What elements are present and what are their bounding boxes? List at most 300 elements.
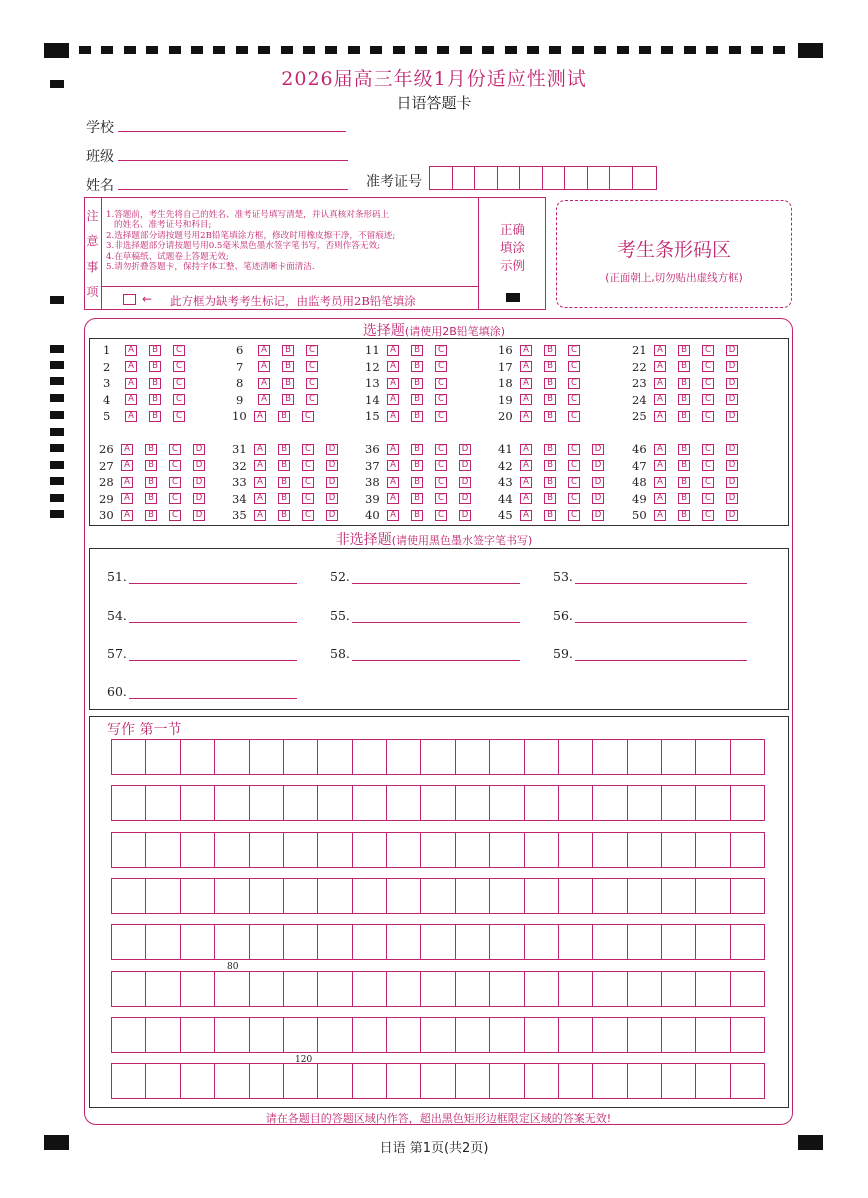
answer-line-52[interactable]: 52. <box>330 569 520 584</box>
option-a-bubble[interactable]: A <box>520 378 532 389</box>
option-c-bubble[interactable]: C <box>435 361 447 372</box>
notes-text: 1.答题前，考生先将自己的姓名、准考证号填写清楚，并认真核对条形码上 的姓名、准考证号和科目; 2.选择题部分请按题号用2B铅笔填涂方框，修改时用橡皮擦干净，不留痕迹; 3.非选择题部分请按题号用0.5毫米黑色墨水签字笔书写，否则作答无效; 4.在草稿纸、试题卷上答题无效; 5.请勿折叠答题卡，保持字体工整、笔迹清晰卡面清洁. <box>106 210 396 273</box>
option-c-bubble[interactable]: C <box>169 477 181 488</box>
timing-mark <box>661 46 673 54</box>
question-30: 30 A B C D <box>99 508 217 522</box>
option-c-bubble[interactable]: C <box>302 493 314 504</box>
option-a-bubble[interactable]: A <box>654 361 666 372</box>
option-a-bubble[interactable]: A <box>387 378 399 389</box>
option-d-bubble[interactable]: D <box>326 477 338 488</box>
option-c-bubble[interactable]: C <box>306 345 318 356</box>
option-a-bubble[interactable]: A <box>254 477 266 488</box>
option-d-bubble[interactable]: D <box>326 444 338 455</box>
option-b-bubble[interactable]: B <box>411 394 423 405</box>
option-a-bubble[interactable]: A <box>387 460 399 471</box>
timing-mark <box>50 510 64 518</box>
school-field[interactable] <box>118 131 346 132</box>
option-b-bubble[interactable]: B <box>544 444 556 455</box>
writing-grid-row[interactable] <box>111 1063 765 1099</box>
barcode-area <box>556 200 792 308</box>
option-a-bubble[interactable]: A <box>387 444 399 455</box>
timing-mark <box>751 46 763 54</box>
timing-mark <box>50 428 64 436</box>
question-41: 41 A B C D <box>498 442 616 456</box>
option-d-bubble[interactable]: D <box>193 493 205 504</box>
option-d-bubble[interactable]: D <box>193 460 205 471</box>
option-c-bubble[interactable]: C <box>568 411 580 422</box>
option-c-bubble[interactable]: C <box>702 378 714 389</box>
option-b-bubble[interactable]: B <box>278 493 290 504</box>
timing-mark <box>773 46 785 54</box>
question-9: 9 A B C <box>236 393 330 407</box>
option-a-bubble[interactable]: A <box>654 460 666 471</box>
question-15: 15 A B C <box>365 409 459 423</box>
option-b-bubble[interactable]: B <box>544 460 556 471</box>
option-b-bubble[interactable]: B <box>282 378 294 389</box>
option-d-bubble[interactable]: D <box>592 444 604 455</box>
answer-line-57[interactable]: 57. <box>107 646 297 661</box>
option-a-bubble[interactable]: A <box>654 493 666 504</box>
question-14: 14 A B C <box>365 393 459 407</box>
option-d-bubble[interactable]: D <box>592 493 604 504</box>
option-b-bubble[interactable]: B <box>678 411 690 422</box>
option-c-bubble[interactable]: C <box>702 510 714 521</box>
timing-mark <box>50 494 64 502</box>
option-b-bubble[interactable]: B <box>544 477 556 488</box>
option-b-bubble[interactable]: B <box>678 345 690 356</box>
option-d-bubble[interactable]: D <box>726 394 738 405</box>
answer-line-56[interactable]: 56. <box>553 608 747 623</box>
option-b-bubble[interactable]: B <box>411 361 423 372</box>
option-d-bubble[interactable]: D <box>459 460 471 471</box>
option-a-bubble[interactable]: A <box>121 477 133 488</box>
option-c-bubble[interactable]: C <box>702 493 714 504</box>
option-b-bubble[interactable]: B <box>544 378 556 389</box>
timing-mark <box>527 46 539 54</box>
option-b-bubble[interactable]: B <box>278 444 290 455</box>
timing-mark <box>505 46 517 54</box>
timing-mark <box>460 46 472 54</box>
question-1: 1 A B C <box>103 343 197 357</box>
option-b-bubble[interactable]: B <box>678 510 690 521</box>
option-a-bubble[interactable]: A <box>520 411 532 422</box>
option-d-bubble[interactable]: D <box>193 510 205 521</box>
option-b-bubble[interactable]: B <box>544 394 556 405</box>
question-38: 38 A B C D <box>365 475 483 489</box>
timing-mark <box>370 46 382 54</box>
option-a-bubble[interactable]: A <box>258 361 270 372</box>
question-5: 5 A B C <box>103 409 197 423</box>
option-a-bubble[interactable]: A <box>387 510 399 521</box>
option-a-bubble[interactable]: A <box>125 411 137 422</box>
option-c-bubble[interactable]: C <box>169 444 181 455</box>
timing-mark <box>191 46 203 54</box>
option-b-bubble[interactable]: B <box>278 477 290 488</box>
question-16: 16 A B C <box>498 343 592 357</box>
option-b-bubble[interactable]: B <box>282 345 294 356</box>
option-c-bubble[interactable]: C <box>173 361 185 372</box>
writing-grid-row[interactable] <box>111 878 765 914</box>
writing-grid-row[interactable] <box>111 971 765 1007</box>
timing-mark <box>303 46 315 54</box>
option-a-bubble[interactable]: A <box>121 444 133 455</box>
writing-grid-row[interactable] <box>111 924 765 960</box>
option-b-bubble[interactable]: B <box>145 444 157 455</box>
option-b-bubble[interactable]: B <box>145 510 157 521</box>
question-50: 50 A B C D <box>632 508 750 522</box>
option-c-bubble[interactable]: C <box>173 345 185 356</box>
option-d-bubble[interactable]: D <box>726 345 738 356</box>
question-20: 20 A B C <box>498 409 592 423</box>
option-d-bubble[interactable]: D <box>726 444 738 455</box>
option-c-bubble[interactable]: C <box>302 444 314 455</box>
question-26: 26 A B C D <box>99 442 217 456</box>
option-b-bubble[interactable]: B <box>411 493 423 504</box>
option-a-bubble[interactable]: A <box>387 411 399 422</box>
timing-mark <box>549 46 561 54</box>
option-b-bubble[interactable]: B <box>278 460 290 471</box>
option-b-bubble[interactable]: B <box>411 345 423 356</box>
barcode-title: 考生条形码区 <box>616 239 731 261</box>
option-c-bubble[interactable]: C <box>435 493 447 504</box>
option-a-bubble[interactable]: A <box>254 411 266 422</box>
option-a-bubble[interactable]: A <box>258 345 270 356</box>
option-c-bubble[interactable]: C <box>306 361 318 372</box>
answer-line-58[interactable]: 58. <box>330 646 520 661</box>
question-22: 22 A B C D <box>632 360 750 374</box>
question-43: 43 A B C D <box>498 475 616 489</box>
option-d-bubble[interactable]: D <box>326 460 338 471</box>
option-b-bubble[interactable]: B <box>145 460 157 471</box>
answer-line-53[interactable]: 53. <box>553 569 747 584</box>
option-d-bubble[interactable]: D <box>193 477 205 488</box>
option-a-bubble[interactable]: A <box>387 361 399 372</box>
question-37: 37 A B C D <box>365 459 483 473</box>
option-d-bubble[interactable]: D <box>726 361 738 372</box>
option-d-bubble[interactable]: D <box>726 510 738 521</box>
option-a-bubble[interactable]: A <box>254 444 266 455</box>
exam-id-boxes[interactable] <box>429 166 657 190</box>
timing-mark <box>101 46 113 54</box>
option-b-bubble[interactable]: B <box>282 394 294 405</box>
answer-line-55[interactable]: 55. <box>330 608 520 623</box>
option-d-bubble[interactable]: D <box>459 510 471 521</box>
writing-section-title: 写作 第一节 <box>107 722 182 738</box>
option-c-bubble[interactable]: C <box>702 477 714 488</box>
option-b-bubble[interactable]: B <box>145 477 157 488</box>
option-b-bubble[interactable]: B <box>678 361 690 372</box>
timing-mark <box>348 46 360 54</box>
option-a-bubble[interactable]: A <box>520 510 532 521</box>
option-c-bubble[interactable]: C <box>568 510 580 521</box>
option-b-bubble[interactable]: B <box>278 411 290 422</box>
writing-grid-row[interactable] <box>111 785 765 821</box>
word-count-80: 80 <box>227 962 239 972</box>
option-d-bubble[interactable]: D <box>193 444 205 455</box>
option-b-bubble[interactable]: B <box>678 460 690 471</box>
option-b-bubble[interactable]: B <box>149 345 161 356</box>
option-a-bubble[interactable]: A <box>258 378 270 389</box>
option-c-bubble[interactable]: C <box>568 345 580 356</box>
question-21: 21 A B C D <box>632 343 750 357</box>
option-a-bubble[interactable]: A <box>654 444 666 455</box>
option-b-bubble[interactable]: B <box>149 411 161 422</box>
option-a-bubble[interactable]: A <box>654 378 666 389</box>
answer-line-59[interactable]: 59. <box>553 646 747 661</box>
question-39: 39 A B C D <box>365 492 483 506</box>
option-a-bubble[interactable]: A <box>121 510 133 521</box>
option-b-bubble[interactable]: B <box>411 411 423 422</box>
name-field[interactable] <box>118 189 348 190</box>
option-b-bubble[interactable]: B <box>411 477 423 488</box>
writing-grid-row[interactable] <box>111 1017 765 1053</box>
option-c-bubble[interactable]: C <box>568 361 580 372</box>
absent-checkbox[interactable] <box>123 294 136 305</box>
writing-grid-row[interactable] <box>111 832 765 868</box>
option-c-bubble[interactable]: C <box>306 394 318 405</box>
question-33: 33 A B C D <box>232 475 350 489</box>
writing-grid-row[interactable] <box>111 739 765 775</box>
exam-id-label: 准考证号 <box>366 174 422 190</box>
option-c-bubble[interactable]: C <box>302 477 314 488</box>
option-c-bubble[interactable]: C <box>568 444 580 455</box>
option-d-bubble[interactable]: D <box>592 477 604 488</box>
timing-mark <box>482 46 494 54</box>
option-c-bubble[interactable]: C <box>169 510 181 521</box>
option-b-bubble[interactable]: B <box>149 394 161 405</box>
option-c-bubble[interactable]: C <box>435 394 447 405</box>
option-b-bubble[interactable]: B <box>544 411 556 422</box>
question-35: 35 A B C D <box>232 508 350 522</box>
option-a-bubble[interactable]: A <box>520 345 532 356</box>
option-d-bubble[interactable]: D <box>459 477 471 488</box>
option-d-bubble[interactable]: D <box>726 477 738 488</box>
option-c-bubble[interactable]: C <box>568 394 580 405</box>
option-c-bubble[interactable]: C <box>169 460 181 471</box>
question-24: 24 A B C D <box>632 393 750 407</box>
notes-label: 注 意 事 项 <box>84 197 102 310</box>
exam-title: 2026届高三年级1月份适应性测试 <box>281 68 587 90</box>
option-b-bubble[interactable]: B <box>149 361 161 372</box>
question-29: 29 A B C D <box>99 492 217 506</box>
option-c-bubble[interactable]: C <box>568 378 580 389</box>
option-d-bubble[interactable]: D <box>726 460 738 471</box>
option-d-bubble[interactable]: D <box>592 510 604 521</box>
option-c-bubble[interactable]: C <box>568 460 580 471</box>
option-b-bubble[interactable]: B <box>678 394 690 405</box>
option-a-bubble[interactable]: A <box>125 361 137 372</box>
option-a-bubble[interactable]: A <box>654 394 666 405</box>
option-a-bubble[interactable]: A <box>254 493 266 504</box>
option-b-bubble[interactable]: B <box>278 510 290 521</box>
option-b-bubble[interactable]: B <box>678 444 690 455</box>
option-b-bubble[interactable]: B <box>544 361 556 372</box>
option-a-bubble[interactable]: A <box>520 361 532 372</box>
answer-line-54[interactable]: 54. <box>107 608 297 623</box>
timing-mark <box>213 46 225 54</box>
timing-mark <box>50 411 64 419</box>
option-a-bubble[interactable]: A <box>121 493 133 504</box>
option-c-bubble[interactable]: C <box>302 460 314 471</box>
option-b-bubble[interactable]: B <box>411 444 423 455</box>
question-25: 25 A B C D <box>632 409 750 423</box>
option-a-bubble[interactable]: A <box>520 477 532 488</box>
option-d-bubble[interactable]: D <box>326 493 338 504</box>
option-c-bubble[interactable]: C <box>435 411 447 422</box>
class-label: 班级 <box>86 149 114 165</box>
option-c-bubble[interactable]: C <box>568 493 580 504</box>
question-28: 28 A B C D <box>99 475 217 489</box>
timing-mark <box>50 80 64 88</box>
option-a-bubble[interactable]: A <box>654 477 666 488</box>
answer-line-51[interactable]: 51. <box>107 569 297 584</box>
timing-mark <box>706 46 718 54</box>
option-c-bubble[interactable]: C <box>169 493 181 504</box>
option-c-bubble[interactable]: C <box>306 378 318 389</box>
timing-mark <box>639 46 651 54</box>
timing-mark <box>50 461 64 469</box>
timing-mark <box>50 345 64 353</box>
option-a-bubble[interactable]: A <box>125 345 137 356</box>
option-d-bubble[interactable]: D <box>459 444 471 455</box>
notes-divider <box>102 286 478 287</box>
timing-mark <box>169 46 181 54</box>
option-c-bubble[interactable]: C <box>173 411 185 422</box>
option-c-bubble[interactable]: C <box>702 460 714 471</box>
question-45: 45 A B C D <box>498 508 616 522</box>
option-a-bubble[interactable]: A <box>520 394 532 405</box>
option-b-bubble[interactable]: B <box>544 345 556 356</box>
timing-mark <box>50 377 64 385</box>
option-c-bubble[interactable]: C <box>435 345 447 356</box>
option-d-bubble[interactable]: D <box>326 510 338 521</box>
option-c-bubble[interactable]: C <box>435 460 447 471</box>
option-a-bubble[interactable]: A <box>520 460 532 471</box>
class-field[interactable] <box>118 160 348 161</box>
option-c-bubble[interactable]: C <box>173 378 185 389</box>
question-12: 12 A B C <box>365 360 459 374</box>
school-label: 学校 <box>86 120 114 136</box>
timing-mark <box>437 46 449 54</box>
timing-mark <box>415 46 427 54</box>
option-a-bubble[interactable]: A <box>654 411 666 422</box>
option-c-bubble[interactable]: C <box>702 394 714 405</box>
option-a-bubble[interactable]: A <box>254 510 266 521</box>
option-b-bubble[interactable]: B <box>145 493 157 504</box>
option-b-bubble[interactable]: B <box>282 361 294 372</box>
question-17: 17 A B C <box>498 360 592 374</box>
option-a-bubble[interactable]: A <box>125 378 137 389</box>
question-18: 18 A B C <box>498 376 592 390</box>
question-44: 44 A B C D <box>498 492 616 506</box>
option-a-bubble[interactable]: A <box>520 444 532 455</box>
question-49: 49 A B C D <box>632 492 750 506</box>
option-d-bubble[interactable]: D <box>726 493 738 504</box>
option-b-bubble[interactable]: B <box>678 493 690 504</box>
filled-sample-mark <box>506 293 520 302</box>
option-b-bubble[interactable]: B <box>678 477 690 488</box>
option-c-bubble[interactable]: C <box>302 411 314 422</box>
option-b-bubble[interactable]: B <box>544 493 556 504</box>
question-8: 8 A B C <box>236 376 330 390</box>
option-d-bubble[interactable]: D <box>726 378 738 389</box>
timing-mark <box>50 444 64 452</box>
question-31: 31 A B C D <box>232 442 350 456</box>
option-d-bubble[interactable]: D <box>592 460 604 471</box>
exam-subtitle: 日语答题卡 <box>396 94 472 112</box>
timing-mark <box>124 46 136 54</box>
question-6: 6 A B C <box>236 343 330 357</box>
question-34: 34 A B C D <box>232 492 350 506</box>
barcode-hint: (正面朝上,切勿贴出虚线方框) <box>605 272 743 284</box>
timing-mark <box>146 46 158 54</box>
option-a-bubble[interactable]: A <box>125 394 137 405</box>
option-c-bubble[interactable]: C <box>435 510 447 521</box>
option-a-bubble[interactable]: A <box>654 345 666 356</box>
option-a-bubble[interactable]: A <box>258 394 270 405</box>
option-b-bubble[interactable]: B <box>544 510 556 521</box>
question-46: 46 A B C D <box>632 442 750 456</box>
option-a-bubble[interactable]: A <box>387 345 399 356</box>
option-a-bubble[interactable]: A <box>254 460 266 471</box>
option-a-bubble[interactable]: A <box>520 493 532 504</box>
option-c-bubble[interactable]: C <box>435 477 447 488</box>
page-number: 日语 第1页(共2页) <box>379 1141 489 1156</box>
nonchoice-section-title: 非选择题(请使用黑色墨水签字笔书写) <box>335 532 533 548</box>
timing-mark <box>393 46 405 54</box>
question-27: 27 A B C D <box>99 459 217 473</box>
option-c-bubble[interactable]: C <box>435 444 447 455</box>
fill-sample-box: 正确 填涂 示例 <box>478 197 546 310</box>
timing-mark <box>281 46 293 54</box>
option-c-bubble[interactable]: C <box>302 510 314 521</box>
question-19: 19 A B C <box>498 393 592 407</box>
option-b-bubble[interactable]: B <box>411 510 423 521</box>
option-a-bubble[interactable]: A <box>387 493 399 504</box>
name-label: 姓名 <box>86 178 114 194</box>
question-4: 4 A B C <box>103 393 197 407</box>
option-c-bubble[interactable]: C <box>435 378 447 389</box>
option-c-bubble[interactable]: C <box>702 345 714 356</box>
option-c-bubble[interactable]: C <box>702 411 714 422</box>
timing-mark <box>684 46 696 54</box>
option-a-bubble[interactable]: A <box>387 477 399 488</box>
option-b-bubble[interactable]: B <box>149 378 161 389</box>
option-c-bubble[interactable]: C <box>173 394 185 405</box>
timing-mark <box>50 361 64 369</box>
choice-section-title: 选择题(请使用2B铅笔填涂) <box>362 323 506 339</box>
option-c-bubble[interactable]: C <box>568 477 580 488</box>
question-42: 42 A B C D <box>498 459 616 473</box>
option-b-bubble[interactable]: B <box>678 378 690 389</box>
option-c-bubble[interactable]: C <box>702 444 714 455</box>
option-d-bubble[interactable]: D <box>459 493 471 504</box>
timing-mark <box>617 46 629 54</box>
option-d-bubble[interactable]: D <box>726 411 738 422</box>
timing-mark <box>729 46 741 54</box>
option-b-bubble[interactable]: B <box>411 378 423 389</box>
answer-line-60[interactable]: 60. <box>107 684 297 699</box>
option-c-bubble[interactable]: C <box>702 361 714 372</box>
option-b-bubble[interactable]: B <box>411 460 423 471</box>
corner-mark-top-right <box>798 43 823 58</box>
question-13: 13 A B C <box>365 376 459 390</box>
option-a-bubble[interactable]: A <box>121 460 133 471</box>
absent-mark-text: 此方框为缺考考生标记，由监考员用2B铅笔填涂 <box>170 294 416 308</box>
timing-mark <box>236 46 248 54</box>
option-a-bubble[interactable]: A <box>387 394 399 405</box>
option-a-bubble[interactable]: A <box>654 510 666 521</box>
